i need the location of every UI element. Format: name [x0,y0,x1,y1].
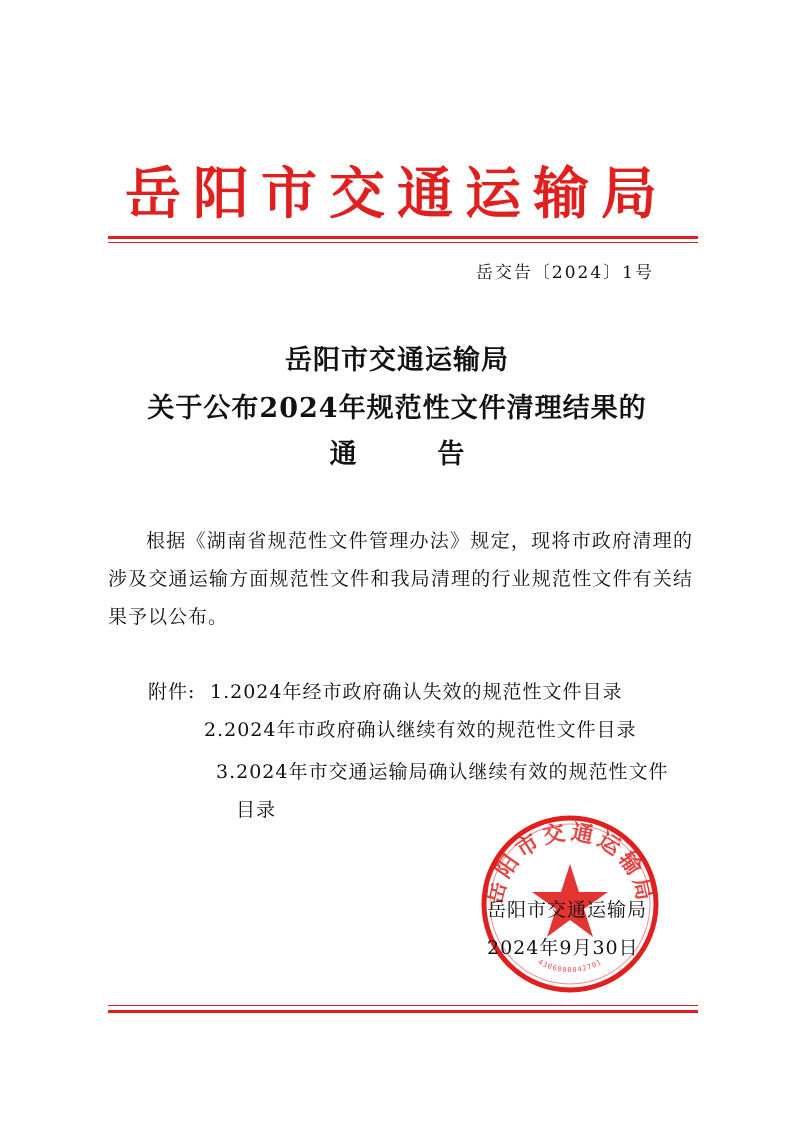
title-notice-char-2: 告 [437,439,465,470]
masthead-title: 岳阳市交通运输局 [125,162,669,227]
title-line-3 [0,432,794,471]
seal-code: 4306000042701 [536,957,604,975]
signature-date: 2024年9月30日 [487,937,639,959]
title-line-2: 关于公布2024年规范性文件清理结果的 [147,393,647,424]
footer-rule-thick [108,1010,698,1013]
attachment-item-2: 2.2024年市政府确认继续有效的规范性文件目录 [204,719,637,741]
seal-text: 岳阳市交通运输局 [481,819,659,907]
title-line-1: 岳阳市交通运输局 [285,345,509,376]
attachment-item-3-line-2: 目录 [236,799,277,821]
footer-rule-thin [108,1005,698,1006]
body-paragraph: 根据《湖南省规范性文件管理办法》规定，现将市政府清理的涉及交通运输方面规范性文件和我局清理的行业规范性文件有关结果予以公布。 [108,530,693,628]
title-notice-char-1: 通 [329,439,357,470]
attachment-item-3-line-1: 3.2024年市交通运输局确认继续有效的规范性文件 [216,761,669,783]
document-number: 岳交告〔2024〕1号 [475,263,654,283]
signature-organization: 岳阳市交通运输局 [487,899,648,921]
masthead-rule-thin [108,242,698,243]
masthead-rule-thick [108,236,698,239]
attachment-item-1: 1.2024年经市政府确认失效的规范性文件目录 [210,681,623,703]
attachment-label: 附件: [148,681,196,703]
